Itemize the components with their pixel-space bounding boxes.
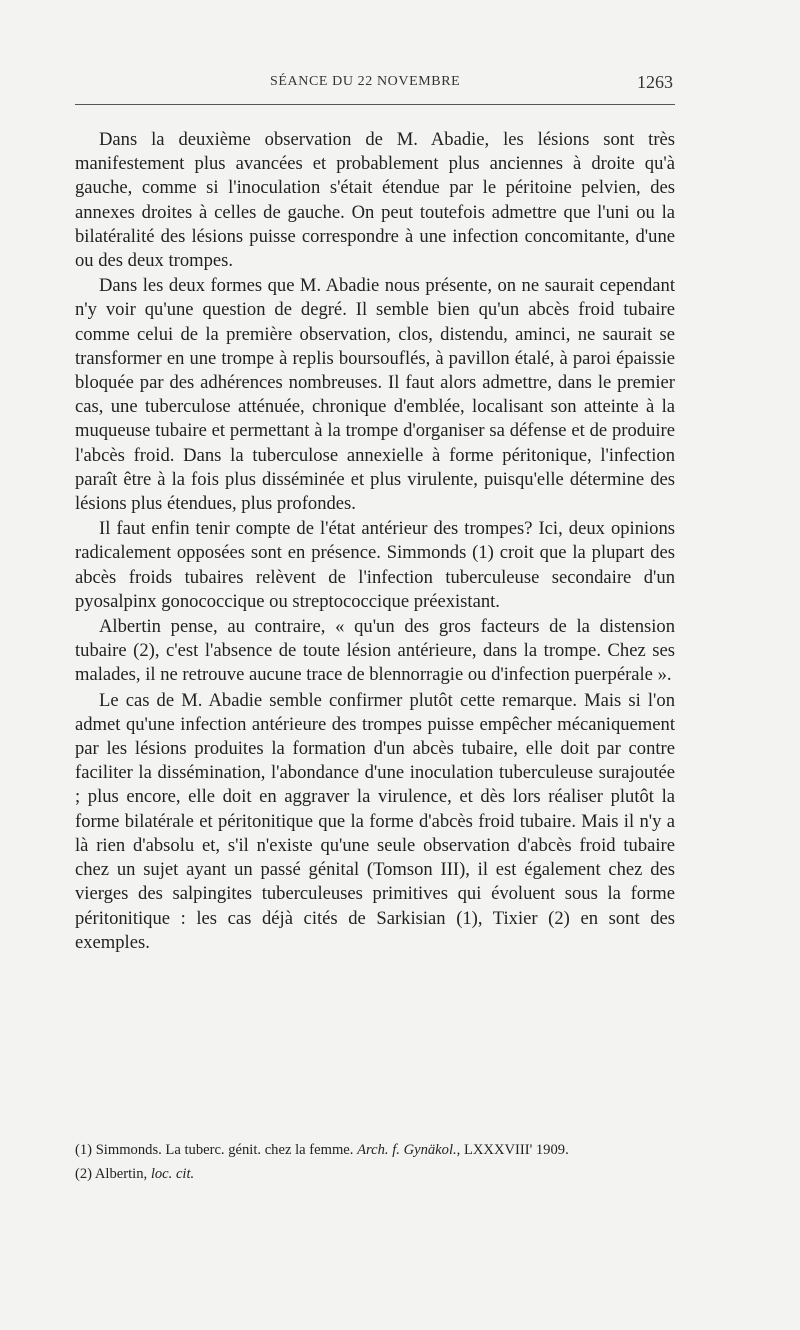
footnote-1 — [75, 1140, 675, 1160]
paragraph-2: Dans les deux formes que M. Abadie nous présente, on ne saurait cependant n'y voir qu'une question de degré. Il semble bien qu'un abcès froid tubaire comme celui de la première observation, clos, distendu, aminci, ne saurait se transformer en une trompe à replis boursouflés, à pavillon étalé, à paroi épaissie bloquée par des adhérences nombreuses. Il faut alors admettre, dans le premier cas, une tuberculose atténuée, chronique d'emblée, localisant son atteinte à la muqueuse tubaire et permettant à la trompe d'organiser sa défense et de produire l'abcès froid. Dans la tuberculose annexielle à forme péritonique, l'infection paraît être à la fois plus disséminée et plus virulente, puisqu'elle détermine des lésions plus étendues, plus profondes. — [75, 275, 675, 515]
paragraph-4: Albertin pense, au contraire, « qu'un des gros facteurs de la distension tubaire (2), c'est l'absence de toute lésion antérieure, dans la trompe. Chez ses malades, il ne retrouve aucune trace de blennorragie ou d'infection puerpérale ». — [75, 616, 675, 686]
footnote-marker: (1) — [75, 1142, 93, 1158]
footnote-text-end: , LXXXVIII' 1909. — [456, 1142, 569, 1158]
running-title: SÉANCE DU 22 NOVEMBRE — [270, 74, 461, 89]
page-header — [75, 72, 675, 100]
footnote-journal: Arch. f. Gynäkol. — [357, 1142, 457, 1158]
body-text — [75, 128, 675, 955]
paragraph-3: Il faut enfin tenir compte de l'état antérieur des trompes? Ici, deux opinions radicalement opposées sont en présence. Simmonds (1) croit que la plupart des abcès froids tubaires relèvent de l'infection tuberculeuse secondaire d'un pyosalpinx gonococcique ou streptococcique préexistant. — [75, 518, 675, 612]
header-rule — [75, 104, 675, 105]
footnote-text: Simmonds. La tuberc. génit. chez la femme. — [95, 1142, 354, 1158]
footnote-marker: (2) — [75, 1166, 93, 1182]
footnote-2 — [75, 1164, 675, 1184]
paragraph-1: Dans la deuxième observation de M. Abadie, les lésions sont très manifestement plus avancées et probablement plus anciennes à droite qu'à gauche, comme si l'inoculation s'était étendue par le péritoine pelvien, des annexes droites à celles de gauche. On peut toutefois admettre que l'uni ou la bilatéralité des lésions puisse correspondre à une infection concomitante, d'une ou des deux trompes. — [75, 129, 675, 272]
footnote-text: Albertin, — [94, 1166, 148, 1182]
footnotes — [75, 1140, 675, 1184]
footnote-citation: loc. cit. — [150, 1166, 195, 1182]
paragraph-5: Le cas de M. Abadie semble confirmer plutôt cette remarque. Mais si l'on admet qu'une infection antérieure des trompes puisse empêcher mécaniquement par les lésions produites la formation d'un abcès tubaire, elle doit par contre faciliter la dissémination, l'abondance d'une inoculation tuberculeuse surajoutée ; plus encore, elle doit en aggraver la virulence, et dès lors réaliser plutôt la forme bilatérale et péritonitique que la forme d'abcès froid tubaire. Mais il n'y a là rien d'absolu et, s'il n'existe qu'une seule observation d'abcès froid tubaire chez un sujet ayant un passé génital (Tomson III), il est également chez des vierges des salpingites tuberculeuses primitives qui évoluent sous la forme péritonitique : les cas déjà cités de Sarkisian (1), Tixier (2) en sont des exemples. — [75, 689, 675, 953]
page-number: 1263 — [637, 72, 673, 92]
